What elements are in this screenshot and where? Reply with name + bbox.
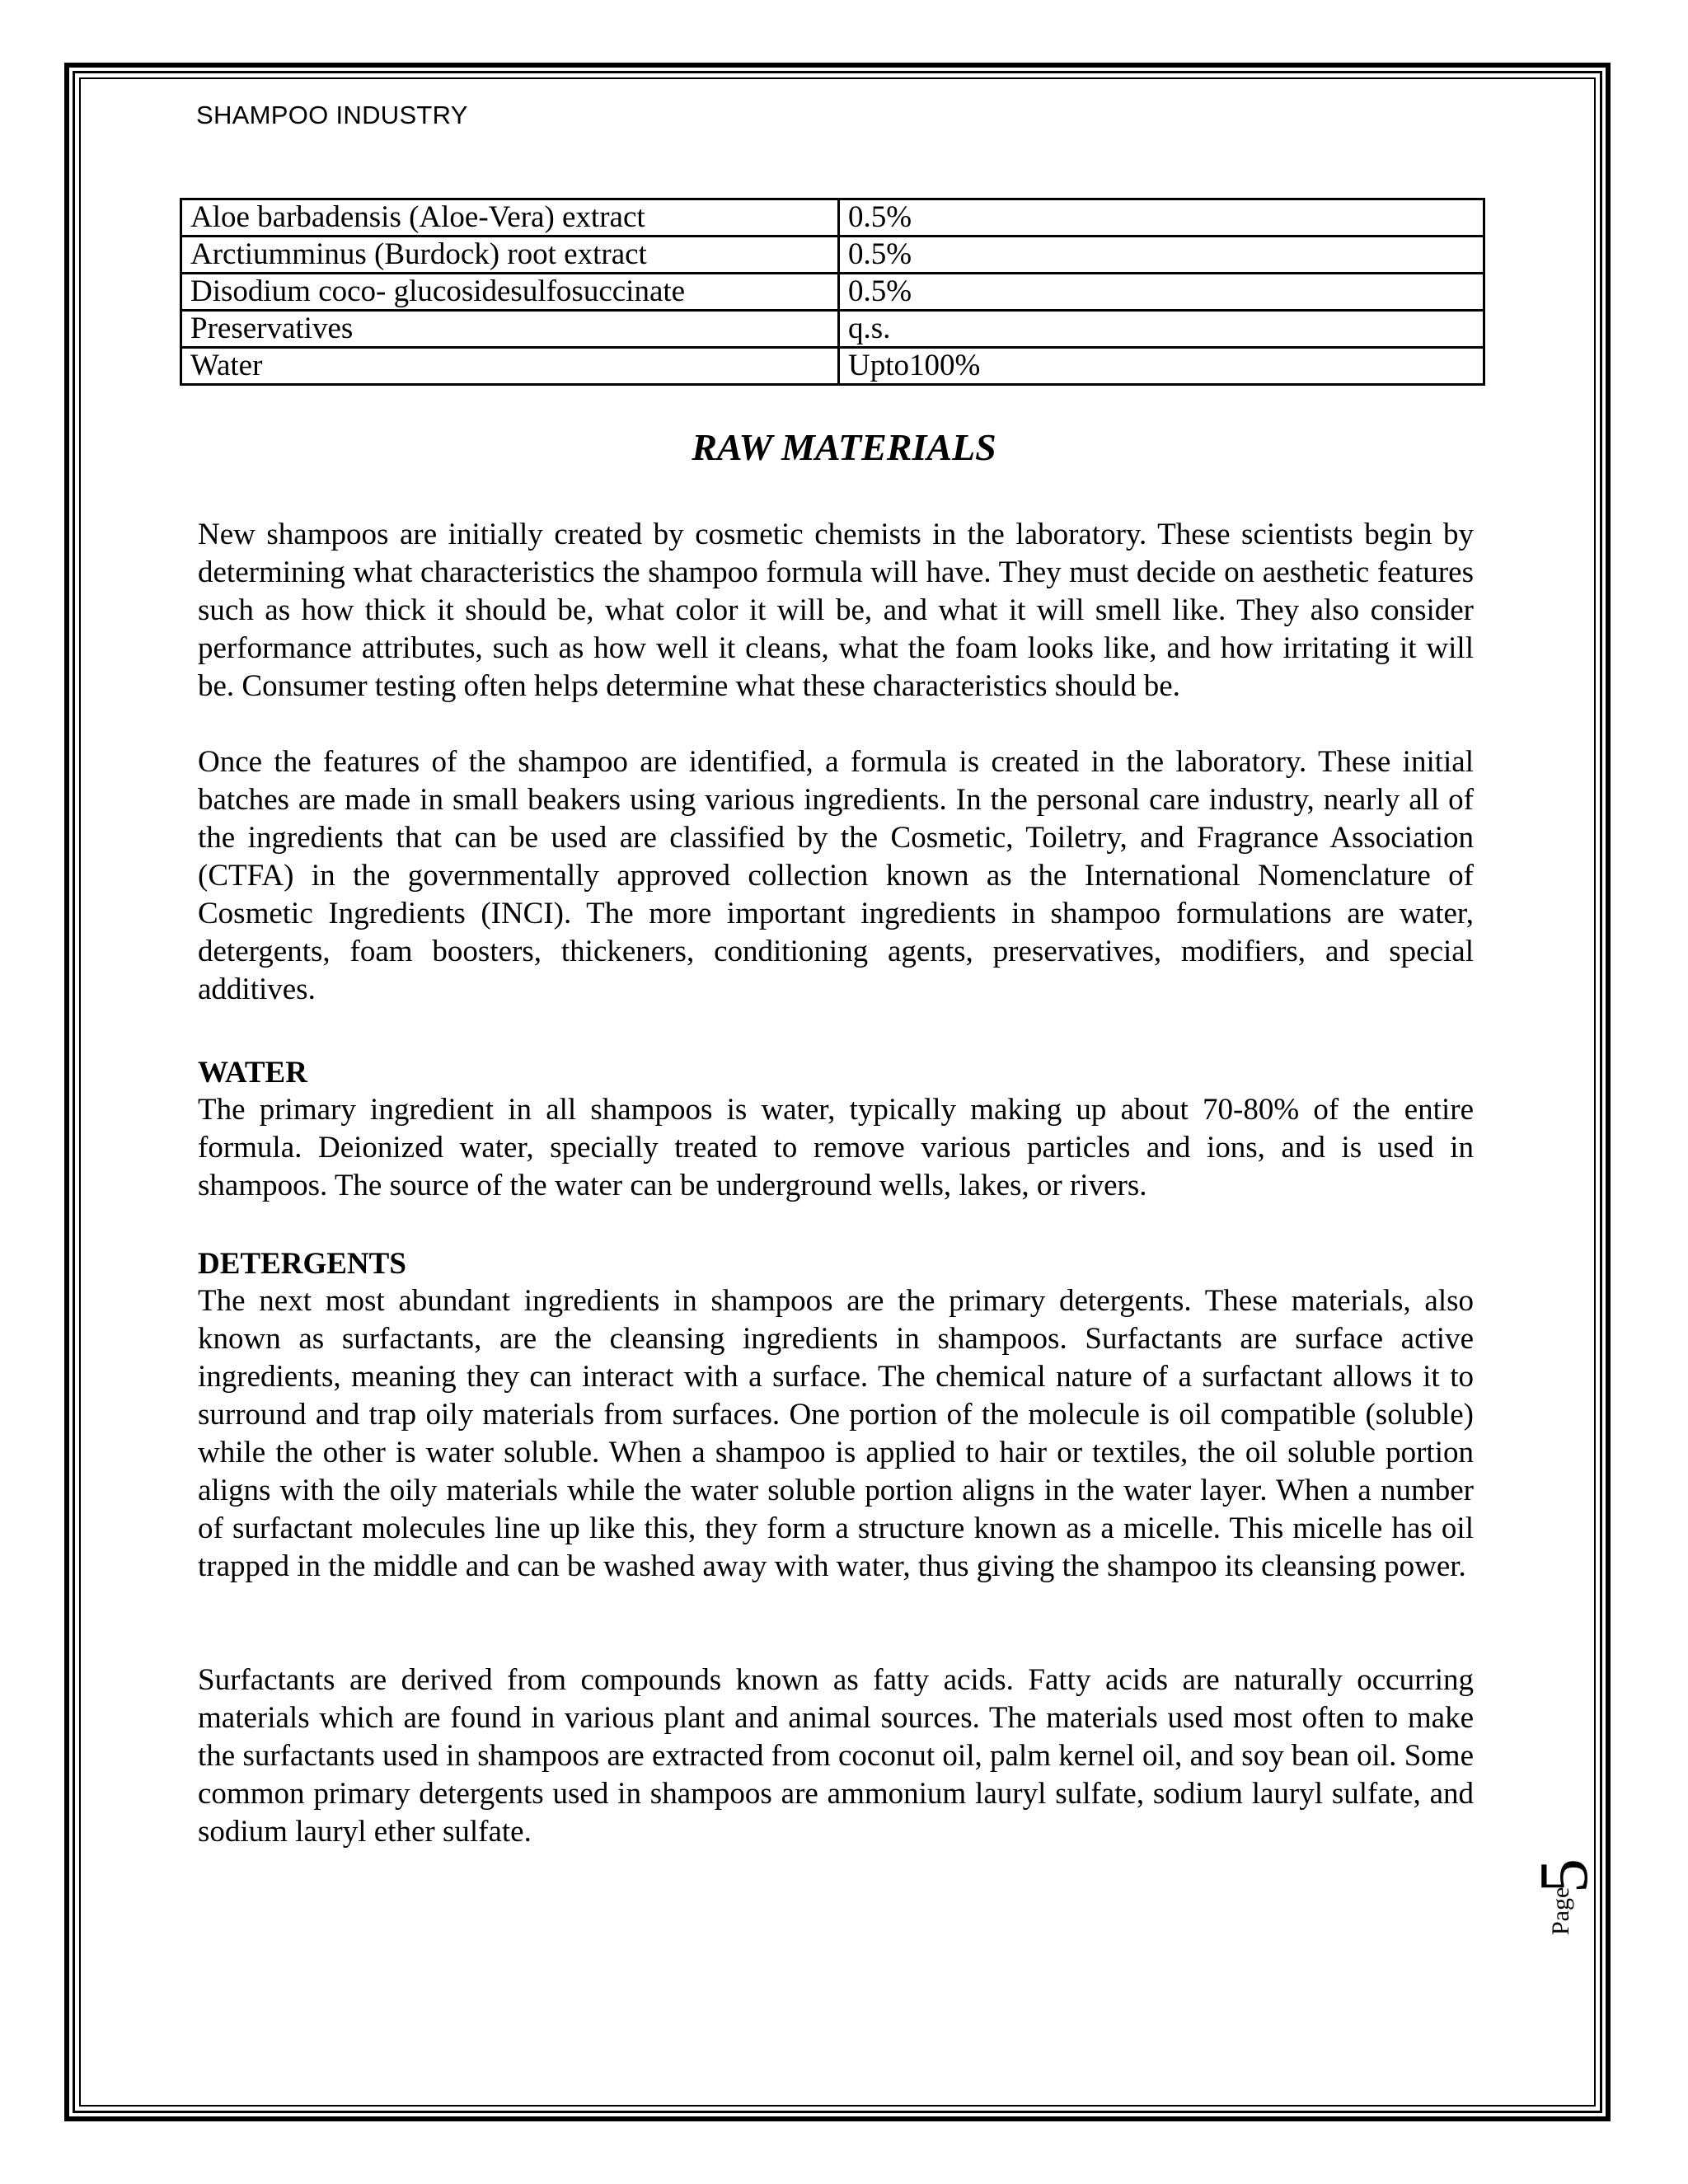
table-row (181, 311, 1484, 348)
table-row (181, 348, 1484, 385)
section-title: RAW MATERIALS (692, 426, 996, 468)
ingredient-cell: Preservatives (181, 311, 839, 348)
page-number-value: 5 (1526, 1858, 1602, 1893)
intro-paragraph-1: New shampoos are initially created by cosmetic chemists in the laboratory. These scientists begin by determining what characteristics the shampoo formula will have. They must decide on aesthetic features such as how thick it should be, what color it will be, and what it will smell like. They also consider performance attributes, such as how well it cleans, what the foam looks like, and how irritating it will be. Consumer testing often helps determine what these characteristics should be. (198, 518, 1474, 703)
ingredient-cell: Arctiumminus (Burdock) root extract (181, 237, 839, 274)
running-header: SHAMPOO INDUSTRY (196, 101, 468, 129)
intro-paragraph-2: Once the features of the shampoo are identified, a formula is created in the laboratory. These initial batches are made in small beakers using various ingredients. In the personal care industry, nearly all of the ingredients that can be used are classified by the Cosmetic, Toiletry, and Fragrance Association (CTFA) in the governmentally approved collection known as the International Nomenclature of Cosmetic Ingredients (INCI). The more important ingredients in shampoo formulations are water, detergents, foam boosters, thickeners, conditioning agents, preservatives, modifiers, and special additives. (198, 745, 1474, 1006)
ingredient-cell: Aloe barbadensis (Aloe-Vera) extract (181, 199, 839, 237)
amount-cell: 0.5% (839, 237, 1484, 274)
detergents-paragraph-2: Surfactants are derived from compounds known as fatty acids. Fatty acids are naturally occurring materials which are found in various plant and animal sources. The materials used most often to make the surfactants used in shampoos are extracted from coconut oil, palm kernel oil, and soy bean oil. Some common primary detergents used in shampoos are ammonium lauryl sulfate, sodium lauryl sulfate, and sodium lauryl ether sulfate. (198, 1663, 1474, 1849)
table-row (181, 237, 1484, 274)
amount-cell: Upto100% (839, 348, 1484, 385)
page-number (1526, 1846, 1611, 1961)
water-heading: WATER (198, 1056, 307, 1090)
ingredient-cell: Water (181, 348, 839, 385)
detergents-paragraph-1: The next most abundant ingredients in shampoos are the primary detergents. These materials, also known as surfactants, are the cleansing ingredients in shampoos. Surfactants are surface active ingredients, meaning they can interact with a surface. The chemical nature of a surfactant allows it to surround and trap oily materials from surfaces. One portion of the molecule is oil compatible (soluble) while the other is water soluble. When a shampoo is applied to hair or textiles, the oil soluble portion aligns with the oily materials while the water soluble portion aligns in the water layer. When a number of surfactant molecules line up like this, they form a structure known as a micelle. This micelle has oil trapped in the middle and can be washed away with water, thus giving the shampoo its cleansing power. (198, 1284, 1474, 1583)
ingredient-cell: Disodium coco- glucosidesulfosuccinate (181, 274, 839, 311)
detergents-heading: DETERGENTS (198, 1247, 406, 1281)
amount-cell: 0.5% (839, 199, 1484, 237)
formula-table (180, 198, 1485, 386)
page-label: Page (1547, 1886, 1574, 1935)
water-paragraph: The primary ingredient in all shampoos is water, typically making up about 70-80% of the entire formula. Deionized water, specially treated to remove various particles and ions, and is used in shampoos. The source of the water can be underground wells, lakes, or rivers. (198, 1093, 1474, 1202)
amount-cell: q.s. (839, 311, 1484, 348)
amount-cell: 0.5% (839, 274, 1484, 311)
table-row (181, 274, 1484, 311)
table-row (181, 199, 1484, 237)
